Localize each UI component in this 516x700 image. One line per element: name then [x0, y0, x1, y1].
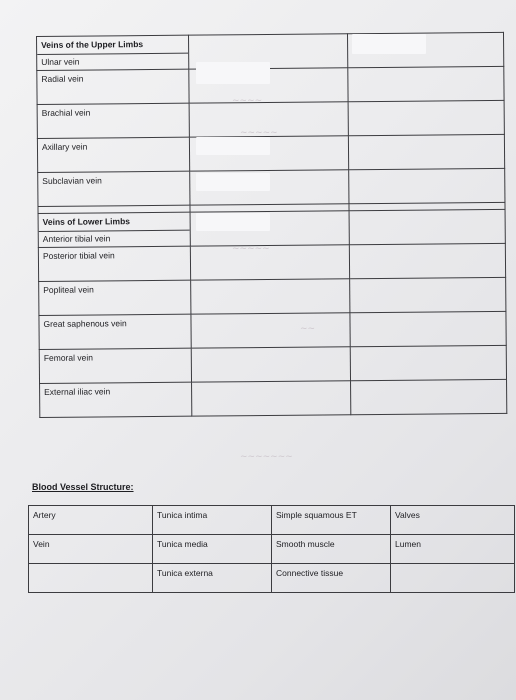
lower-row-label: Popliteal vein: [39, 280, 191, 315]
table-row: [37, 66, 504, 104]
faded-handwriting: ~~~~~~~: [240, 452, 293, 462]
table-row: [39, 345, 506, 383]
lower-row-label: Femoral vein: [39, 348, 191, 383]
answer-cell[interactable]: [348, 66, 504, 101]
lower-limbs-header: Veins of Lower Limbs Anterior tibial vein: [38, 212, 190, 247]
structure-cell: Valves: [391, 506, 515, 535]
structure-cell: Lumen: [391, 535, 515, 564]
redaction-patch: [196, 213, 270, 231]
faded-handwriting: ~~~~~: [232, 244, 270, 254]
answer-cell[interactable]: [349, 168, 505, 203]
answer-cell[interactable]: [351, 379, 507, 414]
table-row: [40, 379, 507, 417]
lower-row-label: Great saphenous vein: [39, 314, 191, 349]
faded-handwriting: ~~~~~: [240, 128, 278, 138]
table-row: [39, 277, 506, 315]
answer-cell[interactable]: [192, 381, 351, 416]
structure-cell: Vein: [29, 535, 153, 564]
answer-cell[interactable]: [349, 209, 505, 244]
structure-cell: Simple squamous ET: [272, 506, 391, 535]
table-row: [39, 311, 506, 349]
answer-cell[interactable]: [350, 345, 506, 380]
upper-row-label: Axillary vein: [37, 137, 189, 172]
table-row: [37, 32, 504, 70]
structure-cell: [29, 564, 153, 593]
redaction-patch: [196, 173, 270, 191]
faded-handwriting: ~~~~: [232, 96, 263, 106]
upper-row-label: Brachial vein: [37, 103, 189, 138]
answer-cell[interactable]: [348, 100, 504, 135]
redaction-patch: [196, 137, 270, 155]
answer-cell[interactable]: [350, 311, 506, 346]
table-row: [29, 564, 515, 593]
answer-cell[interactable]: [349, 243, 505, 278]
answer-cell[interactable]: [191, 279, 350, 314]
redaction-patch: [196, 62, 270, 84]
lower-row-label: Anterior tibial vein: [39, 230, 190, 244]
structure-cell: Connective tissue: [272, 564, 391, 593]
table-row: [37, 134, 504, 172]
upper-row-label: Ulnar vein: [37, 53, 188, 67]
blood-vessel-structure-table: [28, 505, 515, 593]
structure-cell: [391, 564, 515, 593]
structure-cell: Tunica intima: [153, 506, 272, 535]
answer-cell[interactable]: [191, 313, 350, 348]
lower-row-label: External iliac vein: [40, 382, 192, 417]
structure-cell: Tunica externa: [153, 564, 272, 593]
answer-cell[interactable]: [348, 134, 504, 169]
table-row: [38, 243, 505, 281]
upper-row-label: Subclavian vein: [38, 171, 190, 206]
table-row: [29, 506, 515, 535]
answer-cell[interactable]: [190, 245, 349, 280]
lower-row-label: Posterior tibial vein: [38, 246, 190, 281]
answer-cell[interactable]: [191, 347, 350, 382]
table-row: [38, 209, 505, 247]
structure-cell: Artery: [29, 506, 153, 535]
table-row: [29, 535, 515, 564]
redaction-patch: [352, 34, 426, 54]
upper-row-label: Radial vein: [37, 69, 189, 104]
section-title: Blood Vessel Structure:: [32, 482, 134, 492]
answer-cell[interactable]: [350, 277, 506, 312]
upper-limbs-header: Veins of the Upper Limbs Ulnar vein: [37, 35, 189, 70]
structure-cell: Tunica media: [153, 535, 272, 564]
veins-table: [36, 32, 507, 418]
table-row: [38, 168, 505, 206]
faded-handwriting: ~~: [300, 324, 316, 334]
structure-cell: Smooth muscle: [272, 535, 391, 564]
